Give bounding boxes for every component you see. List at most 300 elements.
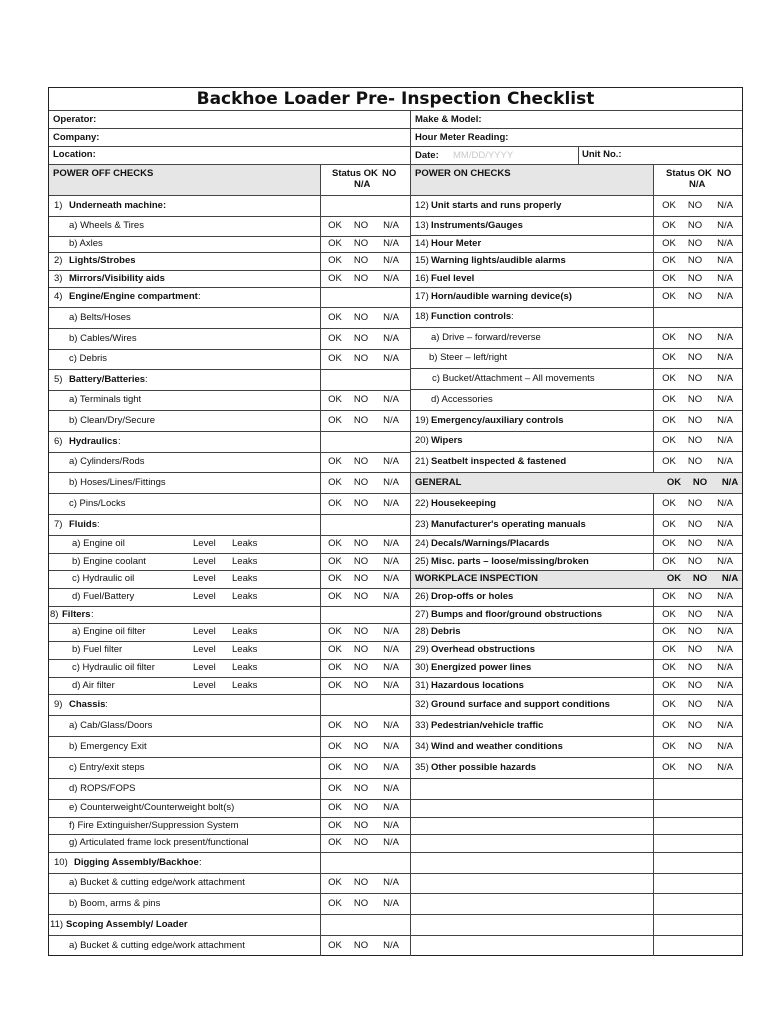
row-divider [410,472,742,473]
left-row-30-ok-option[interactable]: OK [328,783,342,794]
leaks-label: Leaks [232,626,258,637]
row-divider [49,834,410,835]
row-divider [49,799,410,800]
right-row-20-no-option[interactable]: NO [687,591,703,602]
right-row-9-na-option[interactable]: N/A [717,373,733,384]
item-label: Emergency/auxiliary controls [431,415,564,426]
item-label: Underneath machine: [69,200,167,211]
item-label: Scoping Assembly/ Loader [66,919,188,930]
row-divider [49,514,410,515]
left-row-2-no-option[interactable]: NO [353,238,369,249]
left-row-10-na-option[interactable]: N/A [383,394,399,405]
item-label: Digging Assembly/Backhoe [74,857,199,868]
row-divider [49,757,410,758]
row-divider [49,252,410,253]
left-row-25-ok-option[interactable]: OK [328,680,342,691]
sub-item-label: c) Pins/Locks [69,498,126,509]
right-row-5-no-option[interactable]: NO [687,291,703,302]
date-field[interactable]: MM/DD/YYYY [453,150,514,161]
right-row-5-na-option[interactable]: N/A [717,291,733,302]
left-row-11-na-option[interactable]: N/A [383,415,399,426]
left-row-3-na-option[interactable]: N/A [383,255,399,266]
right-row-8-na-option[interactable]: N/A [717,352,733,363]
row-divider [410,852,742,853]
left-row-25-no-option[interactable]: NO [353,680,369,691]
right-row-20-na-option[interactable]: N/A [717,591,733,602]
item-label: Fluids [69,519,97,530]
left-row-29-no-option[interactable]: NO [353,762,369,773]
right-row-29-ok-option[interactable]: OK [662,762,676,773]
right-row-7-ok-option[interactable]: OK [662,332,676,343]
level-label: Level [193,626,216,637]
right-row-28-no-option[interactable]: NO [687,741,703,752]
level-label: Level [193,662,216,673]
row-divider [410,736,742,737]
left-row-19-na-option[interactable]: N/A [383,573,399,584]
left-row-33-no-option[interactable]: NO [353,837,369,848]
left-row-29-ok-option[interactable]: OK [328,762,342,773]
item-number: 29) [415,644,429,655]
left-row-1-na-option[interactable]: N/A [383,220,399,231]
right-row-3-no-option[interactable]: NO [687,255,703,266]
item-label: Decals/Warnings/Placards [431,538,550,549]
right-row-27-na-option[interactable]: N/A [717,720,733,731]
left-row-17-na-option[interactable]: N/A [383,538,399,549]
right-row-28-na-option[interactable]: N/A [717,741,733,752]
right-row-18-no-option[interactable]: NO [687,556,703,567]
row-divider [410,451,742,452]
left-row-36-no-option[interactable]: NO [353,898,369,909]
left-row-29-na-option[interactable]: N/A [383,762,399,773]
right-row-0-no-option[interactable]: NO [687,200,703,211]
row-divider [49,349,410,350]
item-number: 31) [415,680,429,691]
right-row-19-na-option[interactable]: N/A [721,573,739,584]
left-row-15-no-option[interactable]: NO [353,498,369,509]
item-label: Mirrors/Visibility aids [69,273,165,284]
row-divider [49,935,410,936]
leaks-label: Leaks [232,662,258,673]
item-label: Filters [62,609,91,620]
left-row-30-na-option[interactable]: N/A [383,783,399,794]
item-label: Other possible hazards [431,762,537,773]
item-colon: : [91,609,94,620]
left-row-23-ok-option[interactable]: OK [328,644,342,655]
left-row-3-ok-option[interactable]: OK [328,255,342,266]
left-row-28-no-option[interactable]: NO [353,741,369,752]
right-row-8-no-option[interactable]: NO [687,352,703,363]
item-number: 23) [415,519,429,530]
left-row-8-na-option[interactable]: N/A [383,353,399,364]
right-row-10-no-option[interactable]: NO [687,394,703,405]
left-row-6-na-option[interactable]: N/A [383,312,399,323]
row-divider [410,659,742,660]
left-row-20-no-option[interactable]: NO [353,591,369,602]
left-row-20-na-option[interactable]: N/A [383,591,399,602]
left-row-13-ok-option[interactable]: OK [328,456,342,467]
right-row-7-na-option[interactable]: N/A [717,332,733,343]
sub-item-label: b) Emergency Exit [69,741,147,752]
right-row-18-ok-option[interactable]: OK [662,556,676,567]
item-label: Bumps and floor/ground obstructions [431,609,602,620]
sub-item-label: c) Hydraulic oil [72,573,135,584]
left-row-32-ok-option[interactable]: OK [328,820,342,831]
right-row-10-na-option[interactable]: N/A [717,394,733,405]
left-row-36-ok-option[interactable]: OK [328,898,342,909]
row-divider [410,307,742,308]
row-divider [410,641,742,642]
right-row-24-na-option[interactable]: N/A [717,662,733,673]
sub-item-label: a) Bucket & cutting edge/work attachment [69,940,245,951]
right-row-19-no-option[interactable]: NO [692,573,708,584]
sub-item-label: e) Counterweight/Counterweight bolt(s) [69,802,235,813]
sub-item-label: b) Fuel filter [72,644,123,655]
company-label: Company: [53,132,100,143]
row-divider [49,677,410,678]
power-off-header: POWER OFF CHECKS [53,168,154,179]
sub-item-label: a) Drive – forward/reverse [431,332,541,343]
right-row-21-na-option[interactable]: N/A [717,609,733,620]
row-divider [49,270,410,271]
row-divider [49,623,410,624]
power-on-header: POWER ON CHECKS [415,168,511,179]
item-number: 3) [54,273,63,284]
row-divider [49,914,410,915]
left-row-23-na-option[interactable]: N/A [383,644,399,655]
sub-item-label: f) Fire Extinguisher/Suppression System [69,820,239,831]
right-row-16-na-option[interactable]: N/A [717,519,733,530]
right-row-19-ok-option[interactable]: OK [666,573,682,584]
leaks-label: Leaks [232,644,258,655]
left-row-28-na-option[interactable]: N/A [383,741,399,752]
right-row-7-no-option[interactable]: NO [687,332,703,343]
section-header: GENERAL [415,477,462,488]
item-label: Hour Meter [431,238,482,249]
row-divider [410,216,742,217]
right-status-no-header: NO [717,168,732,179]
right-row-24-no-option[interactable]: NO [687,662,703,673]
right-row-11-ok-option[interactable]: OK [662,415,676,426]
row-divider [410,873,742,874]
leaks-label: Leaks [232,556,258,567]
left-row-27-ok-option[interactable]: OK [328,720,342,731]
left-row-31-no-option[interactable]: NO [353,802,369,813]
sub-item-label: a) Engine oil filter [72,626,146,637]
right-row-25-na-option[interactable]: N/A [717,680,733,691]
left-row-10-ok-option[interactable]: OK [328,394,342,405]
item-colon: : [118,436,121,447]
left-row-18-na-option[interactable]: N/A [383,556,399,567]
right-row-1-na-option[interactable]: N/A [717,220,733,231]
left-row-36-na-option[interactable]: N/A [383,898,399,909]
hour-meter-label: Hour Meter Reading: [415,132,509,143]
left-row-15-ok-option[interactable]: OK [328,498,342,509]
left-row-32-na-option[interactable]: N/A [383,820,399,831]
row-divider [410,606,742,607]
left-row-23-no-option[interactable]: NO [353,644,369,655]
row-divider [49,873,410,874]
left-row-4-no-option[interactable]: NO [353,273,369,284]
level-label: Level [193,538,216,549]
left-row-7-na-option[interactable]: N/A [383,333,399,344]
right-row-11-na-option[interactable]: N/A [717,415,733,426]
left-row-7-ok-option[interactable]: OK [328,333,342,344]
left-row-4-ok-option[interactable]: OK [328,273,342,284]
row-divider [49,369,410,370]
item-colon: : [198,291,201,302]
sub-item-label: d) Fuel/Battery [72,591,135,602]
item-label: Hydraulics [69,436,118,447]
item-label: Pedestrian/vehicle traffic [431,720,544,731]
right-row-27-ok-option[interactable]: OK [662,720,676,731]
left-row-2-na-option[interactable]: N/A [383,238,399,249]
left-row-15-na-option[interactable]: N/A [383,498,399,509]
item-number: 14) [415,238,429,249]
sub-item-label: b) Boom, arms & pins [69,898,161,909]
left-row-31-na-option[interactable]: N/A [383,802,399,813]
right-row-9-ok-option[interactable]: OK [662,373,676,384]
row-divider [49,659,410,660]
item-label: Misc. parts – loose/missing/broken [431,556,589,567]
right-row-0-ok-option[interactable]: OK [662,200,676,211]
left-row-38-na-option[interactable]: N/A [383,940,399,951]
row-divider [410,535,742,536]
left-row-4-na-option[interactable]: N/A [383,273,399,284]
right-row-2-ok-option[interactable]: OK [662,238,676,249]
left-row-33-na-option[interactable]: N/A [383,837,399,848]
item-label: Drop-offs or holes [431,591,514,602]
left-row-18-ok-option[interactable]: OK [328,556,342,567]
right-row-14-ok-option[interactable]: OK [666,477,682,488]
right-row-25-ok-option[interactable]: OK [662,680,676,691]
right-row-16-ok-option[interactable]: OK [662,519,676,530]
leaks-label: Leaks [232,538,258,549]
right-row-8-ok-option[interactable]: OK [662,352,676,363]
right-row-17-no-option[interactable]: NO [687,538,703,549]
item-label: Function controls [431,311,512,322]
row-divider [410,715,742,716]
item-number: 11) [50,919,64,930]
row-divider [49,493,410,494]
item-number: 2) [54,255,63,266]
right-row-17-na-option[interactable]: N/A [717,538,733,549]
left-row-18-no-option[interactable]: NO [353,556,369,567]
left-row-2-ok-option[interactable]: OK [328,238,342,249]
row-divider [49,307,410,308]
left-row-13-na-option[interactable]: N/A [383,456,399,467]
sub-item-label: a) Terminals tight [69,394,142,405]
left-row-19-ok-option[interactable]: OK [328,573,342,584]
left-row-25-na-option[interactable]: N/A [383,680,399,691]
right-row-1-no-option[interactable]: NO [687,220,703,231]
row-divider [410,368,742,369]
right-row-27-no-option[interactable]: NO [687,720,703,731]
unit-no-label: Unit No.: [582,149,622,160]
right-row-14-na-option[interactable]: N/A [721,477,739,488]
right-row-5-ok-option[interactable]: OK [662,291,676,302]
left-row-22-ok-option[interactable]: OK [328,626,342,637]
right-row-23-ok-option[interactable]: OK [662,644,676,655]
left-row-38-ok-option[interactable]: OK [328,940,342,951]
item-colon: : [145,374,148,385]
left-row-10-no-option[interactable]: NO [353,394,369,405]
row-divider [410,694,742,695]
right-row-24-ok-option[interactable]: OK [662,662,676,673]
right-row-21-ok-option[interactable]: OK [662,609,676,620]
right-row-18-na-option[interactable]: N/A [717,556,733,567]
row-divider [410,817,742,818]
item-number: 22) [415,498,429,509]
left-row-30-no-option[interactable]: NO [353,783,369,794]
left-row-22-no-option[interactable]: NO [353,626,369,637]
right-row-10-ok-option[interactable]: OK [662,394,676,405]
right-row-12-no-option[interactable]: NO [687,435,703,446]
right-row-17-ok-option[interactable]: OK [662,538,676,549]
left-row-24-no-option[interactable]: NO [353,662,369,673]
left-row-14-ok-option[interactable]: OK [328,477,342,488]
left-row-11-ok-option[interactable]: OK [328,415,342,426]
left-row-7-no-option[interactable]: NO [353,333,369,344]
item-colon: : [199,857,202,868]
row-divider [410,623,742,624]
right-row-13-na-option[interactable]: N/A [717,456,733,467]
right-row-20-ok-option[interactable]: OK [662,591,676,602]
left-row-31-ok-option[interactable]: OK [328,802,342,813]
right-row-15-na-option[interactable]: N/A [717,498,733,509]
left-row-17-no-option[interactable]: NO [353,538,369,549]
left-row-17-ok-option[interactable]: OK [328,538,342,549]
right-row-23-no-option[interactable]: NO [687,644,703,655]
item-number: 34) [415,741,429,752]
right-row-26-ok-option[interactable]: OK [662,699,676,710]
item-number: 10) [54,857,68,868]
right-row-14-no-option[interactable]: NO [692,477,708,488]
left-row-6-ok-option[interactable]: OK [328,312,342,323]
item-number: 21) [415,456,429,467]
right-row-3-na-option[interactable]: N/A [717,255,733,266]
right-row-22-ok-option[interactable]: OK [662,626,676,637]
row-divider [49,606,410,607]
left-row-24-na-option[interactable]: N/A [383,662,399,673]
item-number: 26) [415,591,429,602]
row-divider [410,389,742,390]
right-row-23-na-option[interactable]: N/A [717,644,733,655]
right-row-1-ok-option[interactable]: OK [662,220,676,231]
item-number: 1) [54,200,63,211]
item-number: 4) [54,291,63,302]
row-divider [410,493,742,494]
operator-label: Operator: [53,114,97,125]
left-row-8-no-option[interactable]: NO [353,353,369,364]
sub-item-label: d) Accessories [431,394,493,405]
item-colon: : [97,519,100,530]
left-row-8-ok-option[interactable]: OK [328,353,342,364]
right-row-3-ok-option[interactable]: OK [662,255,676,266]
right-row-12-ok-option[interactable]: OK [662,435,676,446]
right-row-4-ok-option[interactable]: OK [662,273,676,284]
left-row-35-ok-option[interactable]: OK [328,877,342,888]
right-status-na-header: N/A [689,179,706,190]
left-row-13-no-option[interactable]: NO [353,456,369,467]
sub-item-label: a) Cab/Glass/Doors [69,720,153,731]
row-divider [49,715,410,716]
item-number: 35) [415,762,429,773]
right-row-2-no-option[interactable]: NO [687,238,703,249]
left-row-11-no-option[interactable]: NO [353,415,369,426]
row-divider [410,677,742,678]
left-row-3-no-option[interactable]: NO [353,255,369,266]
left-row-33-ok-option[interactable]: OK [328,837,342,848]
left-row-1-no-option[interactable]: NO [353,220,369,231]
left-row-22-na-option[interactable]: N/A [383,626,399,637]
right-row-16-no-option[interactable]: NO [687,519,703,530]
right-row-4-na-option[interactable]: N/A [717,273,733,284]
left-row-20-ok-option[interactable]: OK [328,591,342,602]
form-title: Backhoe Loader Pre- Inspection Checklist [196,89,595,109]
left-row-19-no-option[interactable]: NO [353,573,369,584]
right-row-26-no-option[interactable]: NO [687,699,703,710]
right-row-29-na-option[interactable]: N/A [717,762,733,773]
item-number: 7) [54,519,63,530]
right-row-25-no-option[interactable]: NO [687,680,703,691]
left-row-35-na-option[interactable]: N/A [383,877,399,888]
section-header: WORKPLACE INSPECTION [415,573,538,584]
left-row-14-na-option[interactable]: N/A [383,477,399,488]
item-number: 17) [415,291,429,302]
item-number: 24) [415,538,429,549]
item-number: 15) [415,255,429,266]
left-row-27-no-option[interactable]: NO [353,720,369,731]
left-row-1-ok-option[interactable]: OK [328,220,342,231]
row-divider [49,431,410,432]
left-row-14-no-option[interactable]: NO [353,477,369,488]
right-row-15-no-option[interactable]: NO [687,498,703,509]
left-row-32-no-option[interactable]: NO [353,820,369,831]
row-divider [49,694,410,695]
row-divider [49,852,410,853]
right-row-2-na-option[interactable]: N/A [717,238,733,249]
right-row-15-ok-option[interactable]: OK [662,498,676,509]
sub-item-label: b) Engine coolant [72,556,146,567]
right-row-22-na-option[interactable]: N/A [717,626,733,637]
right-row-4-no-option[interactable]: NO [687,273,703,284]
right-row-22-no-option[interactable]: NO [687,626,703,637]
right-row-26-na-option[interactable]: N/A [717,699,733,710]
right-row-28-ok-option[interactable]: OK [662,741,676,752]
left-row-6-no-option[interactable]: NO [353,312,369,323]
left-row-38-no-option[interactable]: NO [353,940,369,951]
item-label: Wipers [431,435,463,446]
left-row-35-no-option[interactable]: NO [353,877,369,888]
right-row-13-ok-option[interactable]: OK [662,456,676,467]
right-row-11-no-option[interactable]: NO [687,415,703,426]
right-row-9-no-option[interactable]: NO [687,373,703,384]
location-label: Location: [53,149,96,160]
right-row-12-na-option[interactable]: N/A [717,435,733,446]
right-row-21-no-option[interactable]: NO [687,609,703,620]
row-divider [49,893,410,894]
left-row-28-ok-option[interactable]: OK [328,741,342,752]
right-row-13-no-option[interactable]: NO [687,456,703,467]
row-divider [49,236,410,237]
right-row-29-no-option[interactable]: NO [687,762,703,773]
right-row-0-na-option[interactable]: N/A [717,200,733,211]
leaks-label: Leaks [232,573,258,584]
row-divider [49,328,410,329]
left-row-24-ok-option[interactable]: OK [328,662,342,673]
row-divider [49,452,410,453]
left-row-27-na-option[interactable]: N/A [383,720,399,731]
